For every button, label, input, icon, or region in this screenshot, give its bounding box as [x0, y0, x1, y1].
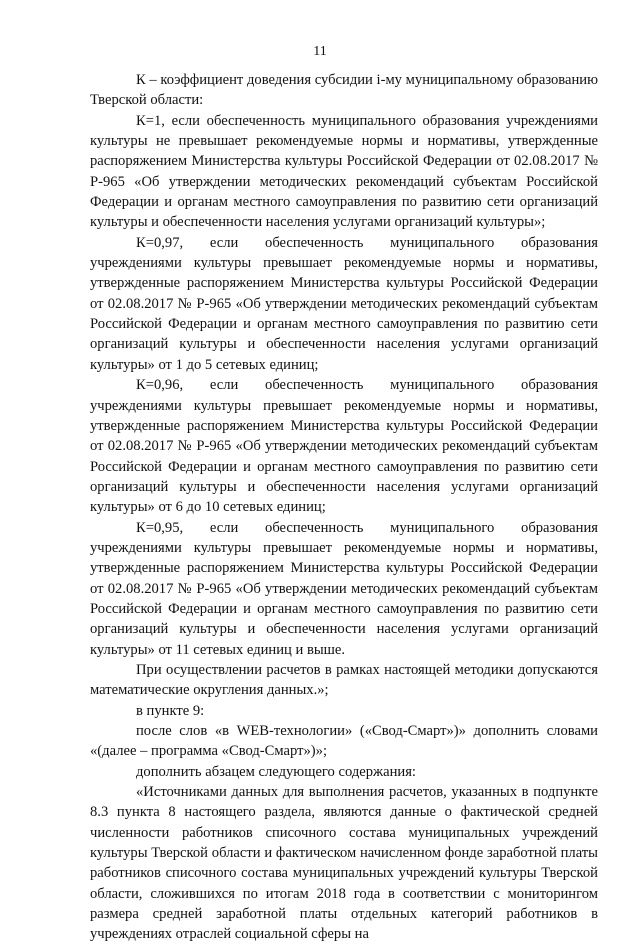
paragraph-k-1: К=1, если обеспеченность муниципального образования учреждениями культуры не превышает рекомендуемые нормы и нормативы, утвержденные распоряжением Министерства культуры Российской Федерации от 02.08.2017 № Р-965 «Об утверждении методических рекомендаций субъектам Российской Федерации и органам местного самоуправления по развитию сети организаций культуры и обеспеченности населения услугами организаций культуры»; — [90, 112, 598, 231]
paragraph-k-0-95: К=0,95, если обеспеченность муниципального образования учреждениями культуры превышает рекомендуемые нормы и нормативы, утвержденные распоряжением Министерства культуры Российской Федерации от 02.08.2017 № Р-965 «Об утверждении методических рекомендаций субъектам Российской Федерации и органам местного самоуправления по развитию сети организаций культуры и обеспеченности населения услугами организаций культуры» от 11 сетевых единиц и выше. — [90, 519, 598, 658]
document-body — [90, 70, 598, 945]
paragraph-after-words: после слов «в WEB-технологии» («Свод-Смарт»)» дополнить словами «(далее – программа «Свод-Смарт»)»; — [90, 723, 598, 760]
paragraph-item-9: в пункте 9: — [136, 702, 205, 719]
page-number: 11 — [313, 44, 327, 59]
paragraph-k-0-97: К=0,97, если обеспеченность муниципального образования учреждениями культуры превышает рекомендуемые нормы и нормативы, утвержденные распоряжением Министерства культуры Российской Федерации от 02.08.2017 № Р-965 «Об утверждении методических рекомендаций субъектам Российской Федерации и органам местного самоуправления по развитию сети организаций культуры и обеспеченности населения услугами организаций культуры» от 1 до 5 сетевых единиц; — [90, 234, 598, 373]
paragraph-coefficient-definition: К – коэффициент доведения субсидии i-му муниципальному образованию Тверской области: — [90, 72, 598, 109]
paragraph-rounding: При осуществлении расчетов в рамках настоящей методики допускаются математические округления данных.»; — [90, 661, 598, 699]
paragraph-k-0-96: К=0,96, если обеспеченность муниципального образования учреждениями культуры превышает рекомендуемые нормы и нормативы, утвержденные распоряжением Министерства культуры Российской Федерации от 02.08.2017 № Р-965 «Об утверждении методических рекомендаций субъектам Российской Федерации и органам местного самоуправления по развитию сети организаций культуры и обеспеченности населения услугами организаций культуры» от 6 до 10 сетевых единиц; — [90, 377, 598, 516]
paragraph-data-sources: «Источниками данных для выполнения расчетов, указанных в подпункте 8.3 пункта 8 настоящего раздела, являются данные о фактической средней численности работников списочного состава муниципальных учреждений культуры Тверской области и фактическом начисленном фонде заработной платы работников списочного состава муниципальных учреждений культуры Тверской области, сложившихся по итогам 2018 года в соответствии с мониторингом размера средней заработной платы отдельных категорий работников в учреждениях отраслей социальной сферы на — [90, 784, 598, 943]
paragraph-add-clause: дополнить абзацем следующего содержания: — [136, 763, 416, 780]
